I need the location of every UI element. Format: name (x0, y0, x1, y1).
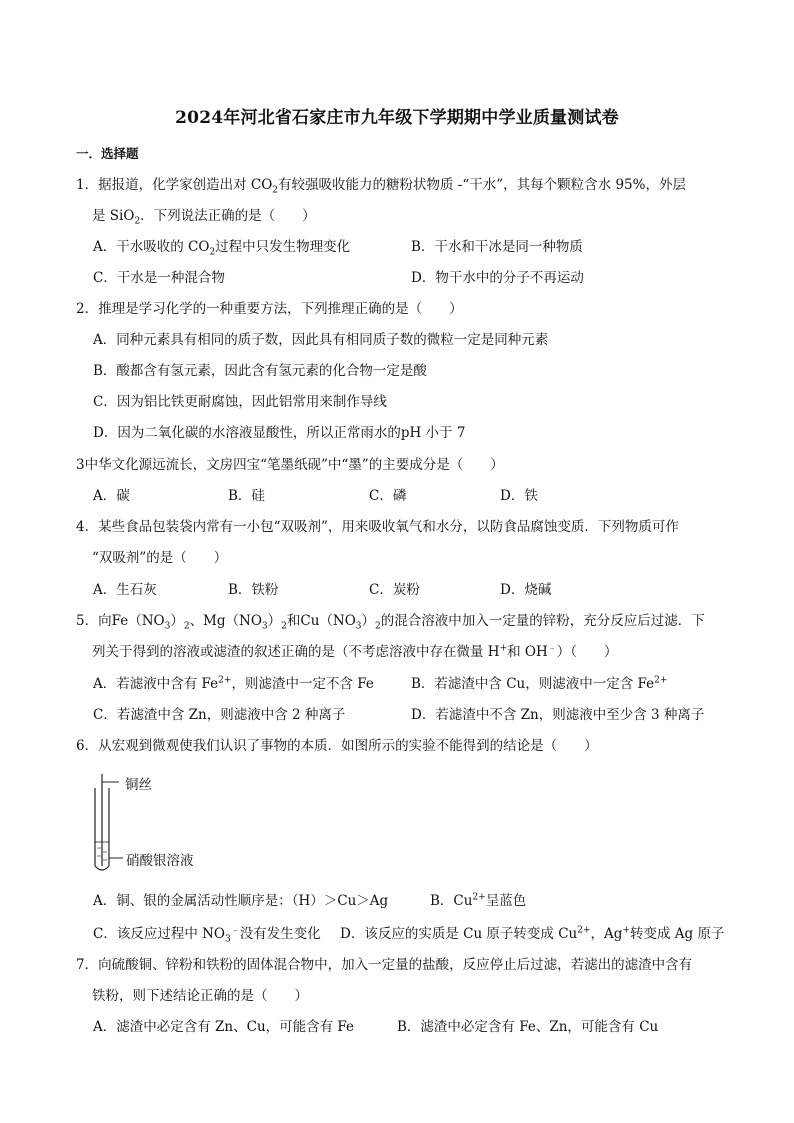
section-heading: 一．选择题 (76, 146, 139, 161)
question-1-option-b: B．干水和干冰是同一种物质 (411, 239, 583, 255)
question-6-option-b: B．$Cu^{2+}$呈蓝色 (430, 892, 527, 909)
question-2-option-c: C．因为铝比铁更耐腐蚀，因此铝常用来制作导线 (93, 394, 387, 410)
question-2-option-b: B．酸都含有氢元素，因此含有氢元素的化合物一定是酸 (93, 363, 427, 379)
question-6-option-a: A．铜、银的金属活动性顺序是：（H）＞Cu＞Ag (93, 893, 389, 909)
question-5-stem: 5．向$Fe(NO_3)_2$、$Mg(NO_3)_2$和$Cu(NO_3)_2$的混合溶液中加入一定量的锌粉，充分反应后过滤．下 (76, 613, 705, 632)
question-5-option-a: A．若滤液中含有 $Fe^{2+}$，则滤渣中一定不含 Fe (93, 675, 374, 692)
question-2-option-a: A．同种元素具有相同的质子数，因此具有相同质子数的微粒一定是同种元素 (93, 332, 549, 348)
question-1-option-d: D．物干水中的分子不再运动 (411, 270, 584, 286)
test-tube-figure (85, 770, 245, 875)
question-3-option-d: D．铁 (500, 488, 538, 504)
silver-nitrate-label: 硝酸银溶液 (126, 853, 194, 869)
question-5-stem-cont: 列关于得到的溶液或滤渣的叙述正确的是（不考虑溶液中存在微量 H+和 OH﹣）（ ） (92, 643, 618, 660)
question-7-stem: 7．向硫酸铜、锌粉和铁粉的固体混合物中，加入一定量的盐酸，反应停止后过滤，若滤出的滤渣中含有 (76, 957, 693, 973)
question-1-option-c: C．干水是一种混合物 (93, 270, 225, 286)
question-3-option-a: A．碳 (93, 488, 130, 504)
question-7-stem-cont: 铁粉，则下述结论正确的是（ ） (92, 988, 308, 1004)
question-2-stem: 2．推理是学习化学的一种重要方法，下列推理正确的是（ ） (76, 301, 463, 317)
question-2-option-d: D．因为二氧化碳的水溶液显酸性，所以正常雨水的pH 小于 7 (93, 425, 466, 441)
question-1-stem-cont: 是 SiO$_2$．下列说法正确的是（ ） (92, 208, 316, 227)
question-3-option-c: C．磷 (369, 488, 407, 504)
question-7-option-a: A．滤渣中必定含有 Zn、Cu，可能含有 Fe (93, 1019, 355, 1035)
question-3-stem: 3中华文化源远流长，文房四宝“笔墨纸砚”中“墨”的主要成分是（ ） (76, 457, 504, 473)
page-title: 2024年河北省石家庄市九年级下学期期中学业质量测试卷 (175, 108, 619, 128)
question-6-option-c: C．该反应过程中 $NO_3^﹣$没有发生变化 (93, 925, 321, 945)
question-3-option-b: B．硅 (228, 488, 265, 504)
question-6-option-d: D．该反应的实质是 Cu 原子转变成 $Cu^{2+}$，Ag+转变成 Ag 原子 (340, 925, 725, 942)
question-1-option-a: A．干水吸收的 $CO_2$过程中只发生物理变化 (93, 239, 351, 258)
question-5-option-b: B．若滤渣中含 Cu，则滤液中一定含 $Fe^{2+}$ (411, 675, 668, 692)
question-4-stem-cont: “双吸剂”的是（ ） (92, 550, 228, 566)
question-5-option-d: D．若滤渣中不含 Zn，则滤液中至少含 3 种离子 (411, 707, 705, 723)
question-4-option-b: B．铁粉 (228, 582, 279, 598)
question-4-option-a: A．生石灰 (93, 582, 157, 598)
question-6-stem: 6．从宏观到微观使我们认识了事物的本质．如图所示的实验不能得到的结论是（ ） (76, 738, 598, 754)
question-7-option-b: B．滤渣中必定含有 Fe、Zn，可能含有 Cu (397, 1019, 659, 1035)
question-1-stem: 1．据报道，化学家创造出对 $CO_2$有较强吸收能力的糖粉状物质 -“干水”，其每个颗粒含水 95%，外层 (76, 177, 686, 196)
question-4-option-d: D．烧碱 (500, 582, 552, 598)
question-5-option-c: C．若滤渣中含 Zn，则滤液中含 2 种离子 (93, 707, 346, 723)
copper-wire-label: 铜丝 (125, 777, 152, 793)
question-4-stem: 4．某些食品包装袋内常有一小包“双吸剂”，用来吸收氧气和水分，以防食品腐蚀变质．下列物质可作 (76, 519, 679, 535)
question-4-option-c: C．炭粉 (369, 582, 420, 598)
